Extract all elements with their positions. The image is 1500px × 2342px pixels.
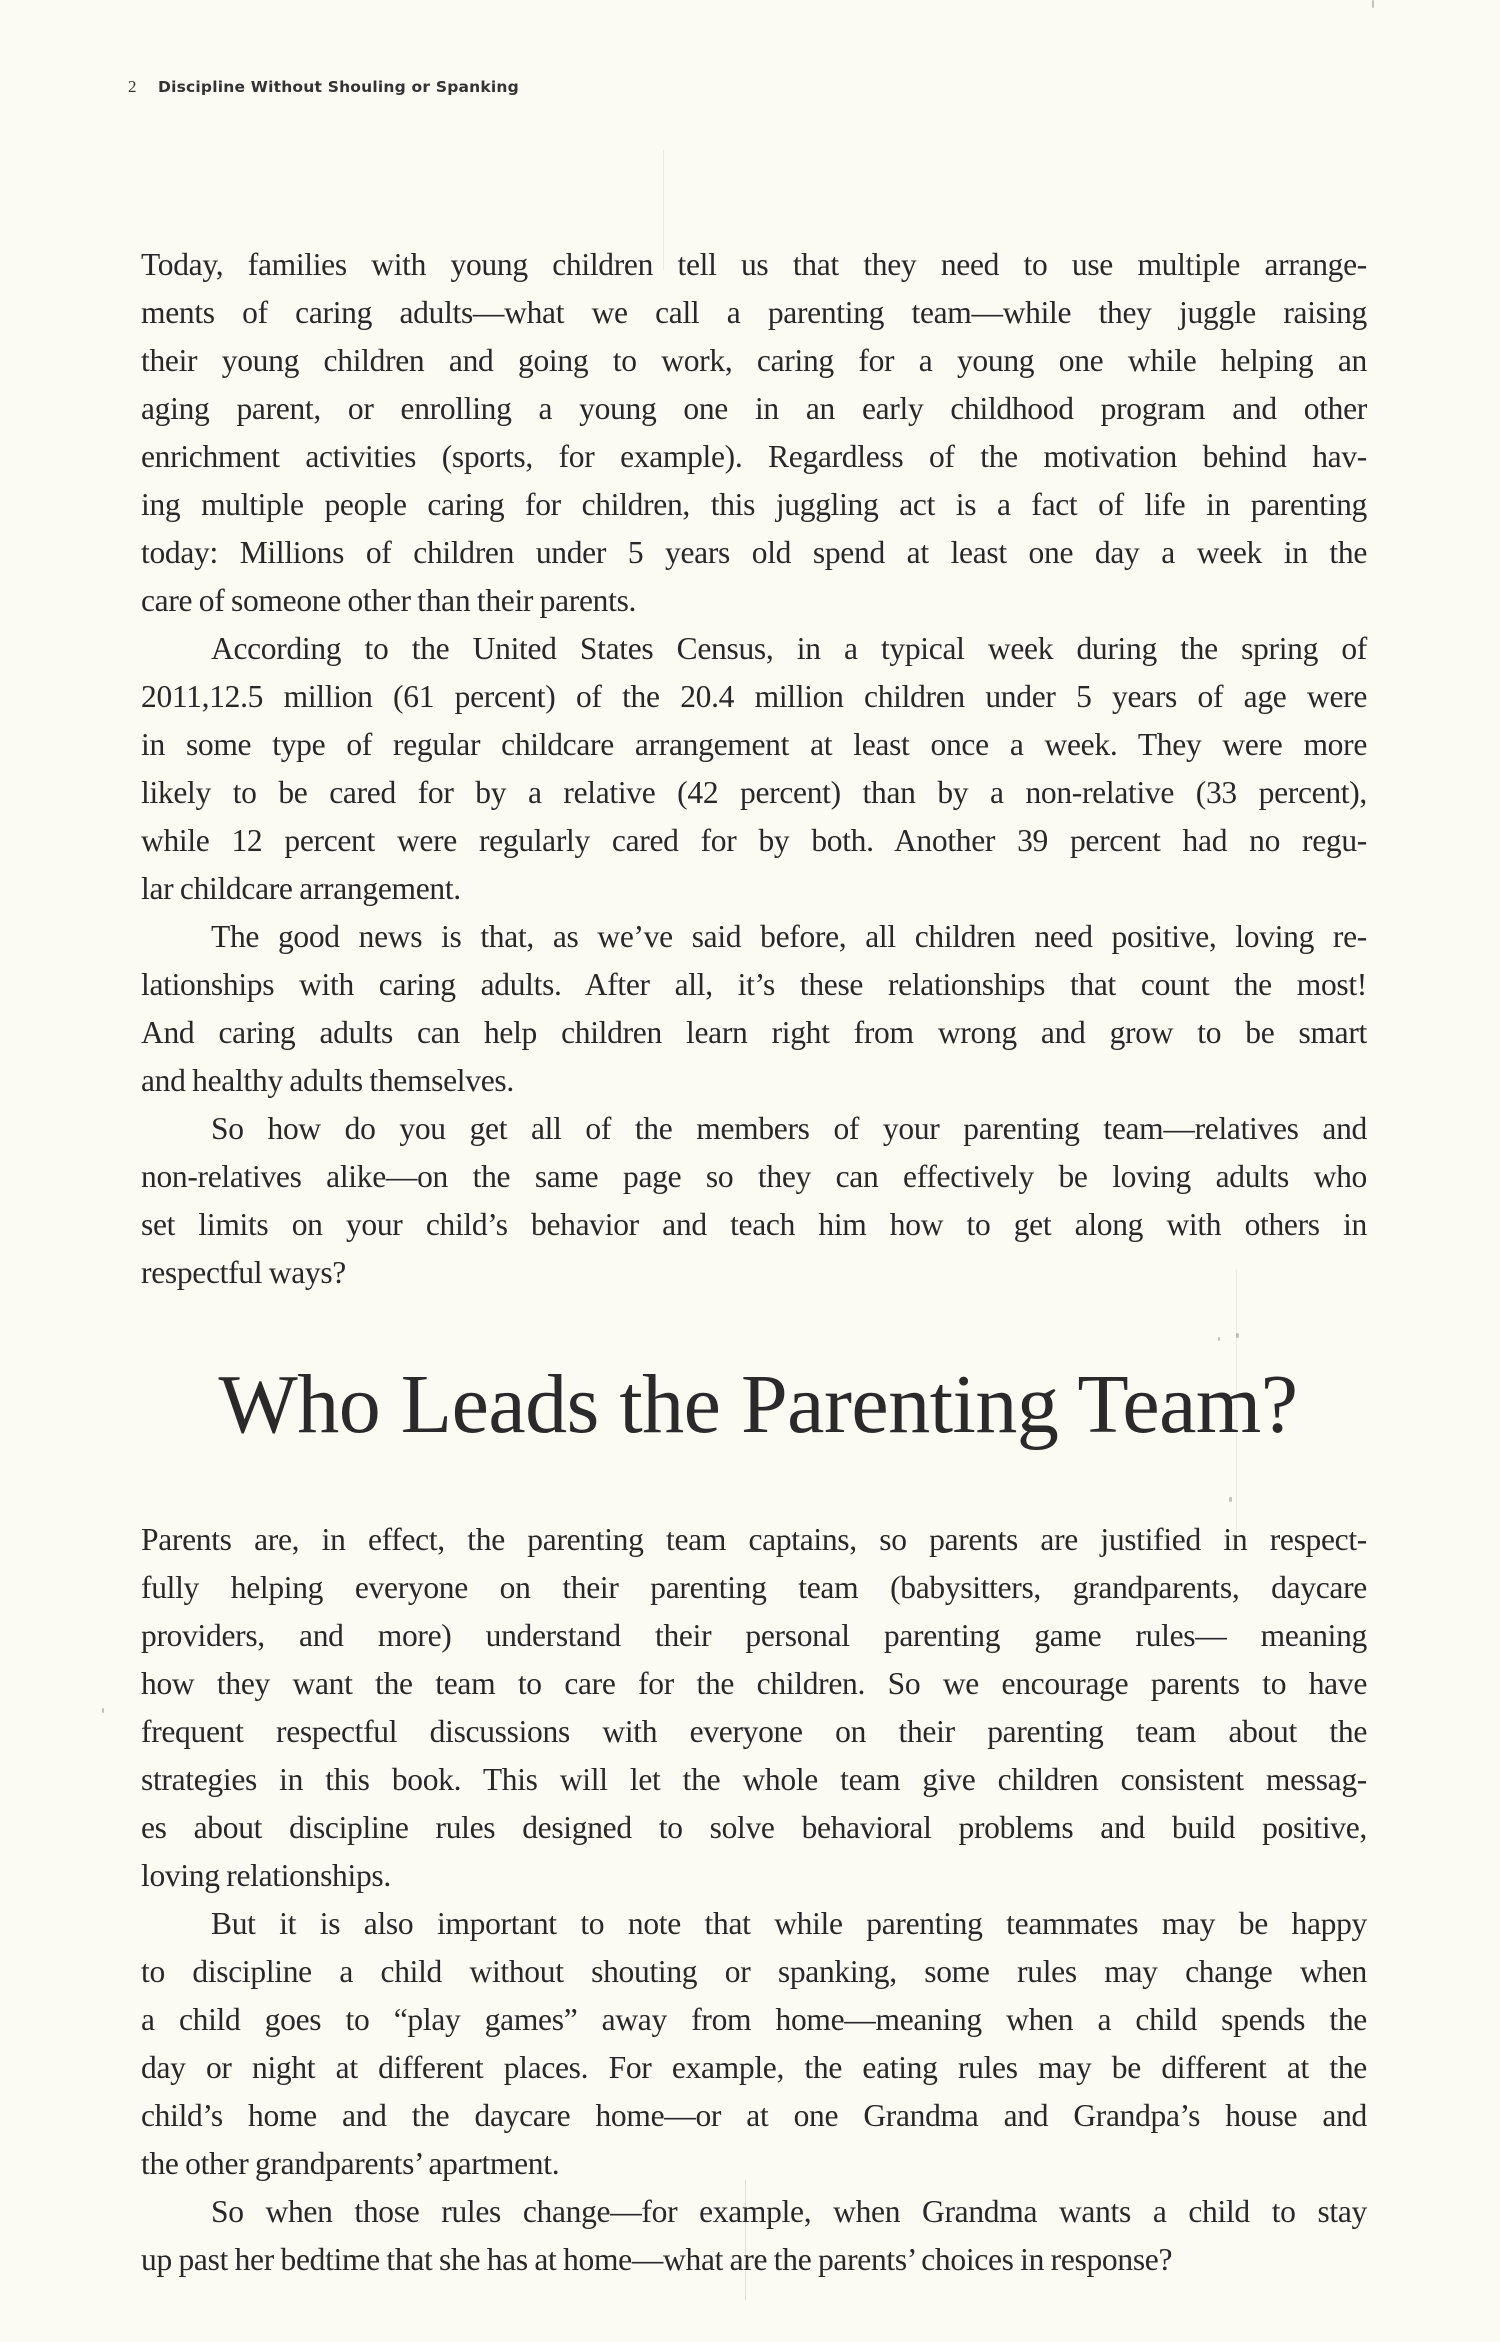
text-line: while 12 percent were regularly cared for by both. Another 39 percent had no regu- bbox=[141, 823, 1367, 858]
text-line: lar childcare arrangement. bbox=[141, 871, 461, 906]
text-line: So how do you get all of the members of your parenting team—relatives and bbox=[211, 1111, 1367, 1146]
text-line: to discipline a child without shouting or spanking, some rules may change when bbox=[141, 1954, 1367, 1989]
text-line: respectful ways? bbox=[141, 1255, 346, 1290]
section-heading: Who Leads the Parenting Team? bbox=[218, 1358, 1298, 1451]
text-line: The good news is that, as we’ve said before, all children need positive, loving re- bbox=[211, 919, 1367, 954]
text-line: But it is also important to note that while parenting teammates may be happy bbox=[211, 1906, 1367, 1941]
scan-speck bbox=[102, 1708, 104, 1713]
text-line: ments of caring adults—what we call a parenting team—while they juggle raising bbox=[141, 295, 1367, 330]
scan-speck bbox=[1218, 1337, 1220, 1341]
text-line: ing multiple people caring for children, this juggling act is a fact of life in parenting bbox=[141, 487, 1367, 522]
body-text-section-1 bbox=[141, 241, 1367, 1297]
running-head bbox=[128, 77, 519, 97]
text-line: in some type of regular childcare arrangement at least once a week. They were more bbox=[141, 727, 1367, 762]
text-line: set limits on your child’s behavior and teach him how to get along with others in bbox=[141, 1207, 1367, 1242]
text-line: their young children and going to work, caring for a young one while helping an bbox=[141, 343, 1367, 378]
text-line: today: Millions of children under 5 years old spend at least one day a week in the bbox=[141, 535, 1367, 570]
text-line: non-relatives alike—on the same page so they can effectively be loving adults who bbox=[141, 1159, 1367, 1194]
text-line: a child goes to “play games” away from home—meaning when a child spends the bbox=[141, 2002, 1367, 2037]
paragraph bbox=[141, 241, 1367, 625]
text-line: es about discipline rules designed to solve behavioral problems and build positive, bbox=[141, 1810, 1367, 1845]
text-line: how they want the team to care for the children. So we encourage parents to have bbox=[141, 1666, 1367, 1701]
text-line: frequent respectful discussions with everyone on their parenting team about the bbox=[141, 1714, 1367, 1749]
paragraph bbox=[141, 1105, 1367, 1297]
text-line: enrichment activities (sports, for example). Regardless of the motivation behind hav- bbox=[141, 439, 1367, 474]
text-line: lationships with caring adults. After all, it’s these relationships that count the most! bbox=[141, 967, 1367, 1002]
paragraph bbox=[141, 625, 1367, 913]
text-line: child’s home and the daycare home—or at one Grandma and Grandpa’s house and bbox=[141, 2098, 1367, 2133]
text-line: the other grandparents’ apartment. bbox=[141, 2146, 560, 2181]
text-line: So when those rules change—for example, when Grandma wants a child to stay bbox=[211, 2194, 1367, 2229]
paragraph bbox=[141, 913, 1367, 1105]
text-line: According to the United States Census, in a typical week during the spring of bbox=[211, 631, 1367, 666]
text-line: day or night at different places. For example, the eating rules may be different at the bbox=[141, 2050, 1367, 2085]
scan-speck bbox=[1372, 0, 1374, 8]
scan-speck bbox=[1229, 1497, 1232, 1502]
text-line: Today, families with young children tell us that they need to use multiple arrange- bbox=[141, 247, 1367, 282]
scan-speck bbox=[1236, 1333, 1239, 1338]
text-line: loving relationships. bbox=[141, 1858, 391, 1893]
text-line: and healthy adults themselves. bbox=[141, 1063, 514, 1098]
text-line: 2011,12.5 million (61 percent) of the 20.4 million children under 5 years of age were bbox=[141, 679, 1367, 714]
text-line: Parents are, in effect, the parenting team captains, so parents are justified in respect- bbox=[141, 1522, 1367, 1557]
text-line: And caring adults can help children learn right from wrong and grow to be smart bbox=[141, 1015, 1367, 1050]
text-line: fully helping everyone on their parenting team (babysitters, grandparents, daycare bbox=[141, 1570, 1367, 1605]
text-line: likely to be cared for by a relative (42 percent) than by a non-relative (33 percent), bbox=[141, 775, 1367, 810]
page-number: 2 bbox=[128, 77, 137, 96]
text-line: up past her bedtime that she has at home—what are the parents’ choices in response? bbox=[141, 2242, 1173, 2277]
text-line: strategies in this book. This will let the whole team give children consistent messag- bbox=[141, 1762, 1367, 1797]
paragraph bbox=[141, 1516, 1367, 1900]
paragraph bbox=[141, 1900, 1367, 2188]
text-line: providers, and more) understand their personal parenting game rules— meaning bbox=[141, 1618, 1367, 1653]
book-title: Discipline Without Shouling or Spanking bbox=[158, 78, 519, 96]
paragraph bbox=[141, 2188, 1367, 2284]
text-line: care of someone other than their parents. bbox=[141, 583, 637, 618]
text-line: aging parent, or enrolling a young one in an early childhood program and other bbox=[141, 391, 1367, 426]
body-text-section-2 bbox=[141, 1516, 1367, 2284]
